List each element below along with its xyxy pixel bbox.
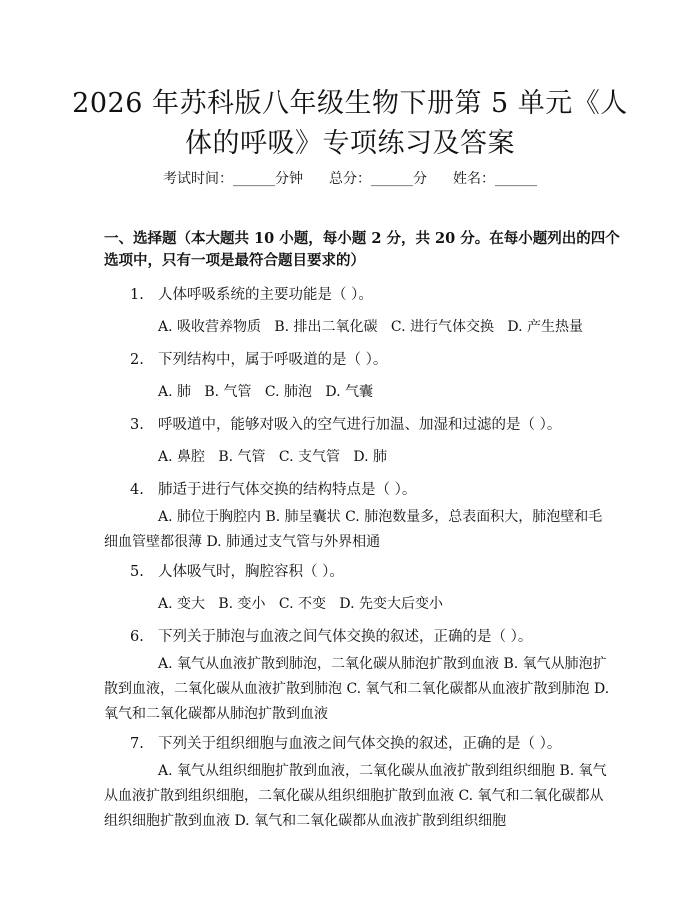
- question-6-options: A. 氧气从血液扩散到肺泡，二氧化碳从肺泡扩散到血液 B. 氧气从肺泡扩散到血液，二氧化碳从血液扩散到肺泡 C. 氧气和二氧化碳都从血液扩散到肺泡 D. 氧气和二氧化碳都从肺泡扩散到血液: [104, 656, 610, 722]
- exam-time: 考试时间：______分钟: [163, 171, 303, 187]
- question-number: 5.: [130, 564, 144, 580]
- question-text: 呼吸道中，能够对吸入的空气进行加温、加湿和过滤的是（ ）。: [158, 417, 562, 433]
- question-1: [130, 284, 373, 306]
- question-text: 下列关于组织细胞与血液之间气体交换的叙述，正确的是（ ）。: [158, 736, 562, 752]
- question-text: 下列关于肺泡与血液之间气体交换的叙述，正确的是（ ）。: [158, 629, 533, 645]
- question-2-options: A. 肺 B. 气管 C. 肺泡 D. 气囊: [158, 384, 373, 400]
- question-1-options: A. 吸收营养物质 B. 排出二氧化碳 C. 进行气体交换 D. 产生热量: [158, 319, 583, 335]
- question-2: [130, 349, 387, 371]
- question-5-options: A. 变大 B. 变小 C. 不变 D. 先变大后变小: [158, 596, 443, 612]
- question-number: 1.: [130, 287, 144, 303]
- question-4: [130, 479, 416, 501]
- question-number: 3.: [130, 417, 144, 433]
- document-title-line1: 2026 年苏科版八年级生物下册第 5 单元《人: [72, 88, 628, 119]
- question-3: [130, 414, 561, 436]
- question-7: [130, 733, 561, 755]
- question-3-options: A. 鼻腔 B. 气管 C. 支气管 D. 肺: [158, 449, 387, 465]
- question-text: 下列结构中，属于呼吸道的是（ ）。: [158, 352, 388, 368]
- question-number: 6.: [130, 629, 144, 645]
- question-5: [130, 561, 344, 583]
- student-name: 姓名：______: [453, 171, 537, 187]
- question-text: 人体吸气时，胸腔容积（ ）。: [158, 564, 344, 580]
- document-title-line2: 体的呼吸》专项练习及答案: [185, 128, 515, 159]
- question-4-options: A. 肺位于胸腔内 B. 肺呈囊状 C. 肺泡数量多，总表面积大，肺泡壁和毛细血管壁都很薄 D. 肺通过支气管与外界相通: [104, 509, 603, 550]
- section-heading: 一、选择题（本大题共 10 小题，每小题 2 分，共 20 分。在每小题列出的四个选项中，只有一项是最符合题目要求的）: [104, 230, 620, 269]
- question-number: 7.: [130, 736, 144, 752]
- question-text: 肺适于进行气体交换的结构特点是（ ）。: [158, 482, 417, 498]
- question-number: 4.: [130, 482, 144, 498]
- exam-score: 总分：______分: [329, 171, 427, 187]
- exam-meta: [0, 169, 700, 189]
- question-6: [130, 626, 532, 648]
- question-text: 人体呼吸系统的主要功能是（ ）。: [158, 287, 373, 303]
- question-number: 2.: [130, 352, 144, 368]
- question-7-options: A. 氧气从组织细胞扩散到血液，二氧化碳从血液扩散到组织细胞 B. 氧气从血液扩散到组织细胞，二氧化碳从组织细胞扩散到血液 C. 氧气和二氧化碳都从组织细胞扩散到血液 D. 氧气和二氧化碳都从血液扩散到组织细胞: [104, 763, 607, 829]
